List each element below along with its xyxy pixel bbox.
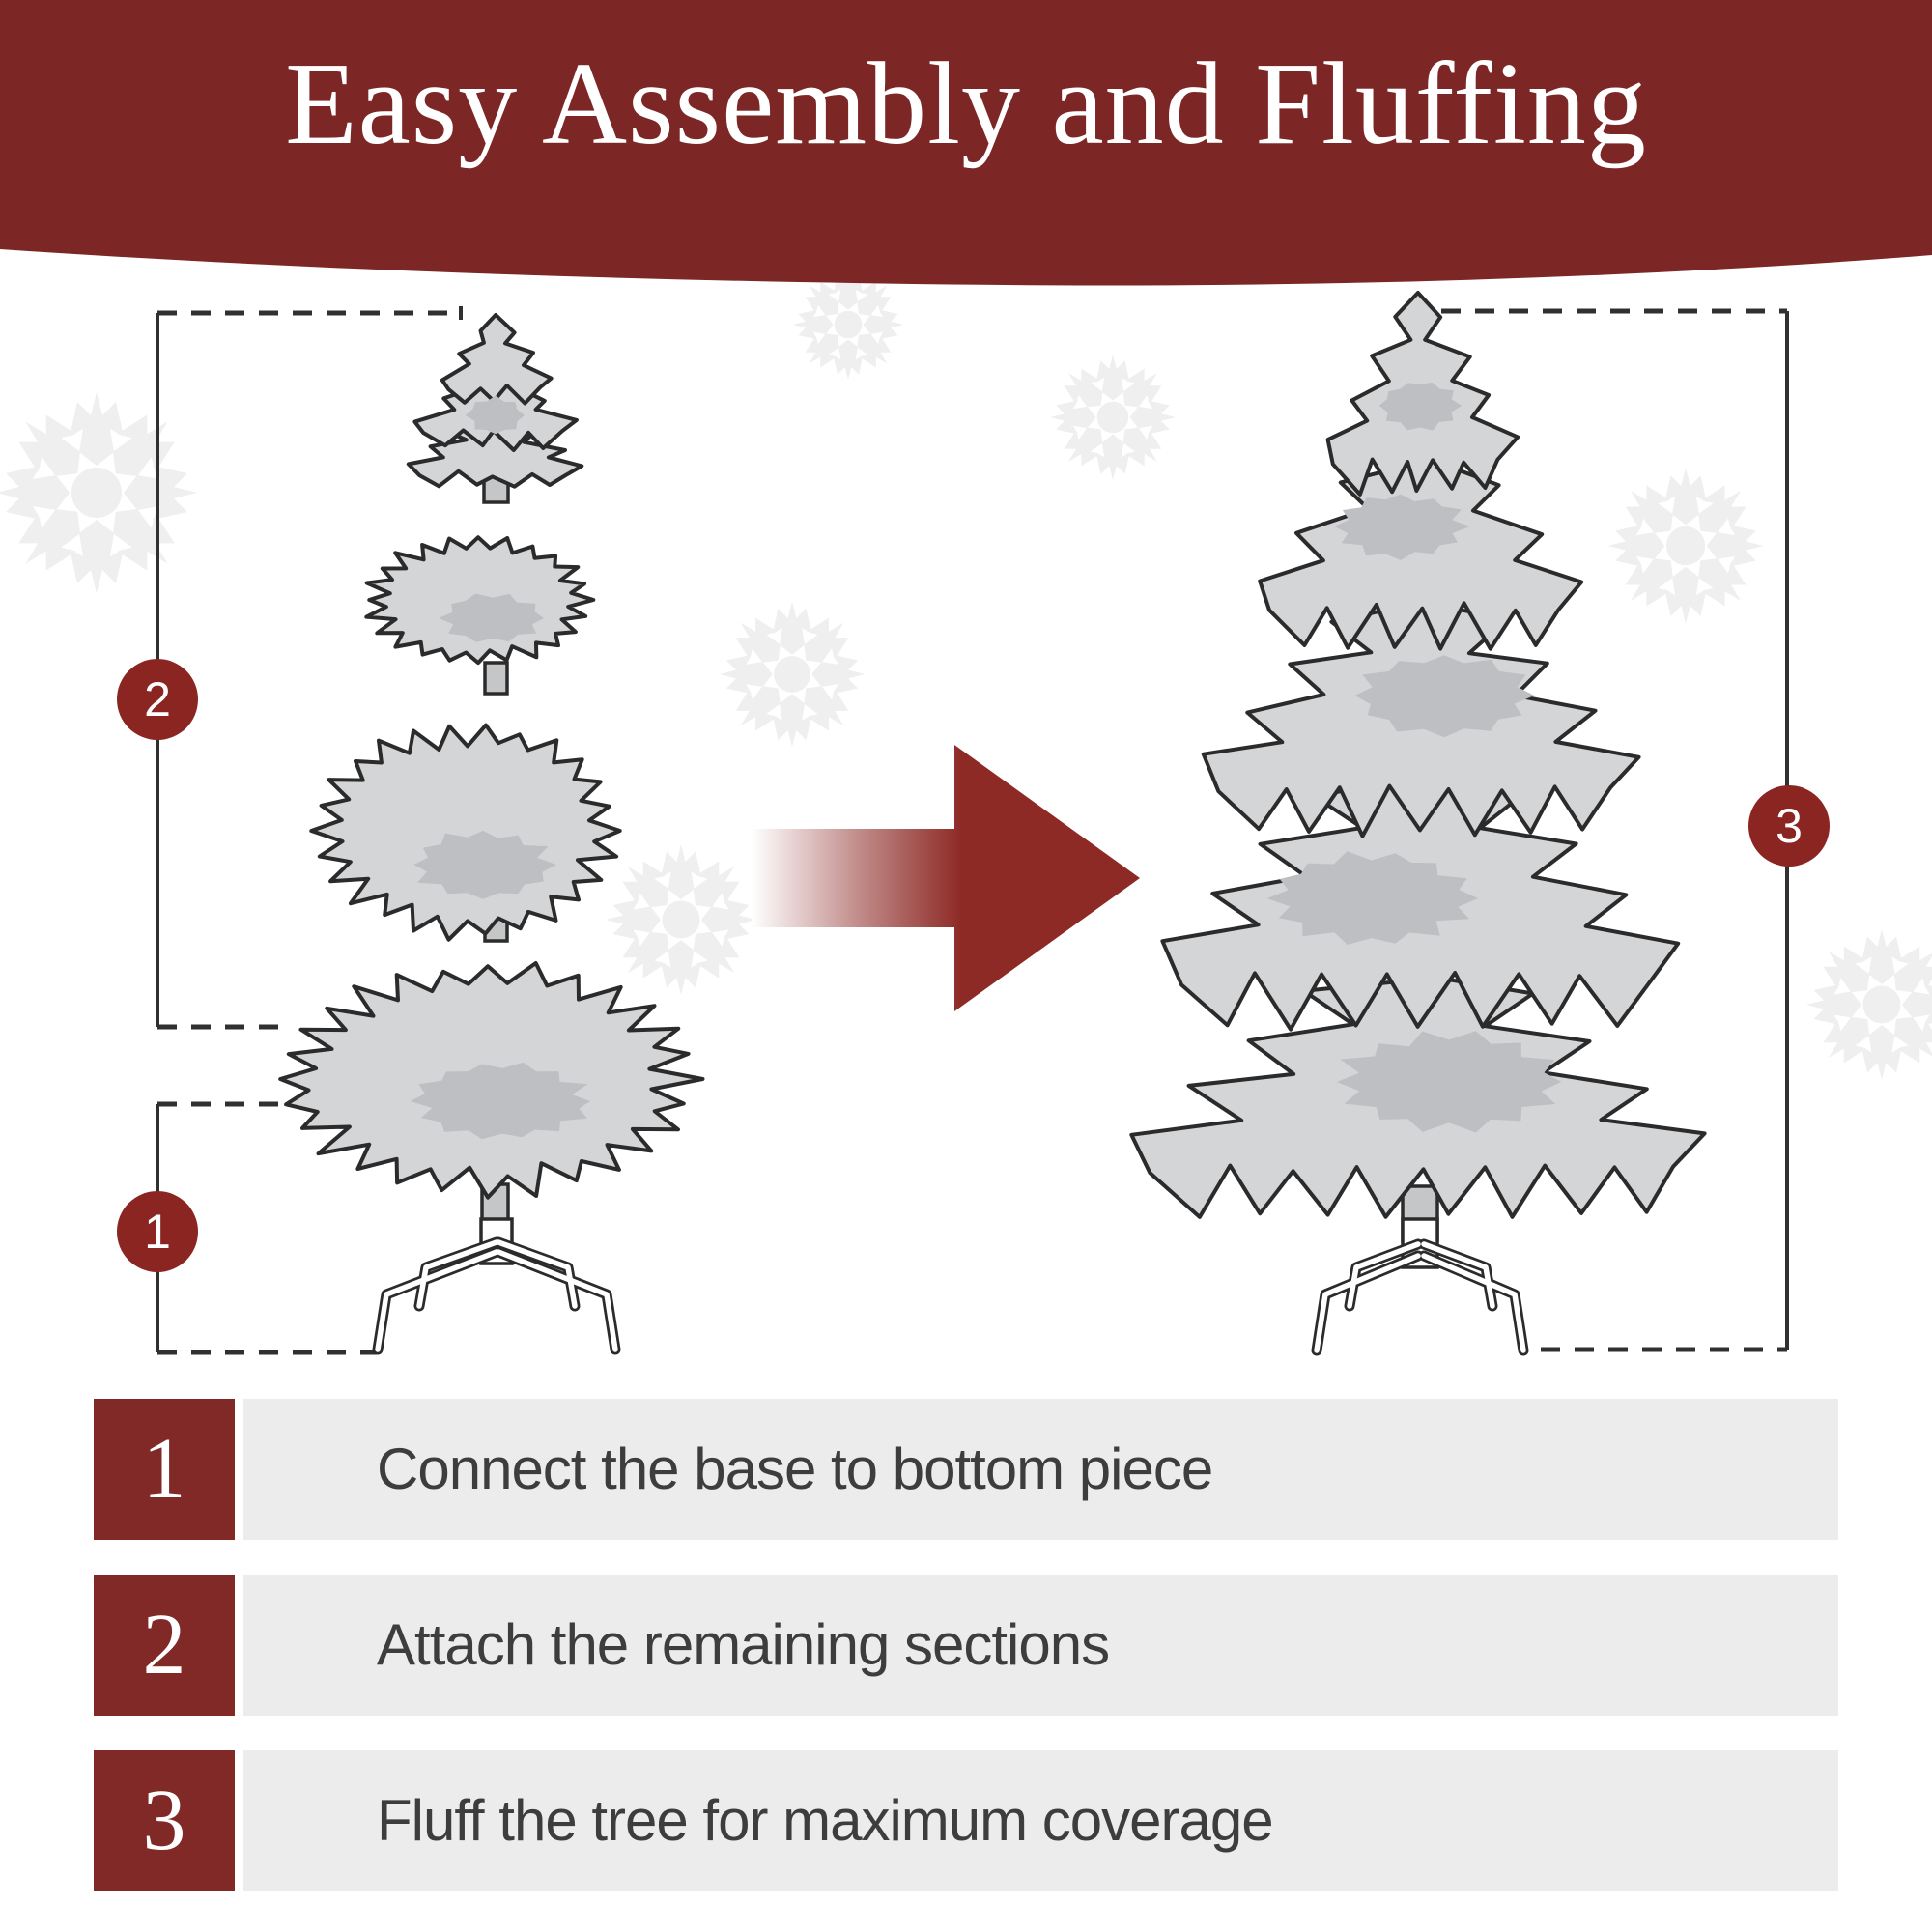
snowflake-icon — [1050, 355, 1176, 480]
step-text: Attach the remaining sections — [377, 1612, 1110, 1677]
tree-stand-right — [1317, 1219, 1523, 1350]
marker-2: 2 — [117, 659, 198, 740]
snowflake-icon — [793, 270, 903, 380]
tree-stand-left — [378, 1219, 615, 1350]
step-text: Connect the base to bottom piece — [377, 1436, 1213, 1501]
step-row — [94, 1399, 1838, 1540]
marker-3: 3 — [1748, 785, 1830, 867]
assembly-arrow — [752, 745, 1140, 1011]
step-text: Fluff the tree for maximum coverage — [377, 1788, 1273, 1853]
snowflake-icon — [606, 844, 756, 995]
step-row — [94, 1750, 1838, 1891]
step-number-badge: 1 — [94, 1399, 235, 1540]
snowflake-icon — [1806, 929, 1932, 1080]
page-title: Easy Assembly and Fluffing — [285, 39, 1647, 169]
step-bar — [243, 1750, 1838, 1891]
marker-1: 1 — [117, 1191, 198, 1272]
assembled-tree — [1131, 293, 1704, 1350]
step-number-badge: 3 — [94, 1750, 235, 1891]
step-bar — [243, 1399, 1838, 1540]
step-number-badge: 2 — [94, 1575, 235, 1716]
disassembled-tree — [280, 315, 702, 1350]
step-row — [94, 1575, 1838, 1716]
snowflake-icon — [0, 392, 197, 593]
snowflake-icon — [1607, 468, 1763, 623]
snowflake-icon — [720, 602, 866, 748]
step-bar — [243, 1575, 1838, 1716]
